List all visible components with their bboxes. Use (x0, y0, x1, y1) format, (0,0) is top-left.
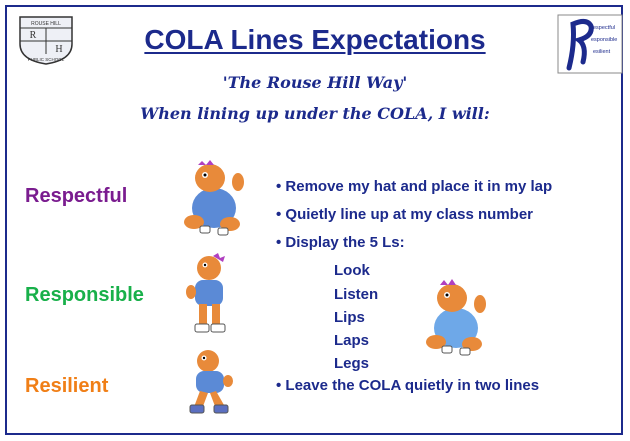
rrr-responsible: esponsible (591, 37, 618, 43)
five-ls-item: Listen (334, 286, 379, 303)
rule-item: • Quietly line up at my class number (276, 206, 533, 223)
rrr-resilient: esilient (593, 49, 611, 55)
crest-letter-r: R (29, 30, 37, 41)
subtitle: 'The Rouse Hill Way' (222, 73, 408, 92)
rule-item: • Leave the COLA quietly in two lines (276, 377, 540, 394)
value-responsible: Responsible (25, 284, 144, 306)
page-title: COLA Lines Expectations (144, 24, 486, 55)
dinosaur-mascot-icon (185, 252, 235, 336)
five-ls-item: Laps (334, 332, 370, 349)
crest-bottom-text: PUBLIC SCHOOL (27, 57, 65, 62)
value-resilient: Resilient (25, 375, 109, 397)
five-ls-item: Legs (334, 355, 370, 372)
five-ls-item: Lips (334, 309, 365, 326)
value-respectful: Respectful (25, 185, 128, 207)
five-ls-item: Look (334, 262, 370, 279)
rule-item: • Remove my hat and place it in my lap (276, 178, 553, 195)
dinosaur-mascot-icon (180, 160, 248, 236)
crest-top-text: ROUSE HILL (31, 21, 61, 27)
crest-letter-h: H (55, 44, 63, 55)
rrr-respectful: espectful (593, 25, 616, 31)
instruction-text: When lining up under the COLA, I will: (140, 104, 490, 123)
rule-item: • Display the 5 Ls: (276, 234, 405, 251)
dinosaur-mascot-icon (424, 278, 490, 356)
dinosaur-mascot-icon (186, 347, 236, 417)
